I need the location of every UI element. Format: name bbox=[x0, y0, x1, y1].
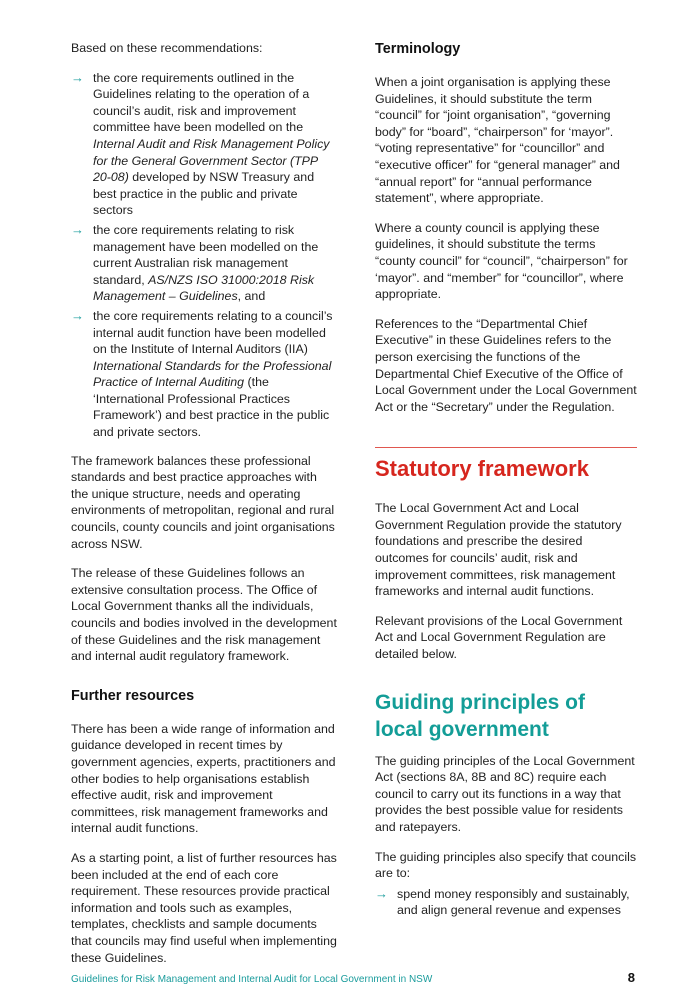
bullet-text: spend money responsibly and sustainably, and align general revenue and expenses bbox=[397, 886, 630, 918]
bullet-text: (the ‘International Professional Practices Framework’) and best practice in the public and private sectors. bbox=[93, 375, 330, 440]
statutory-paragraph-2: Relevant provisions of the Local Government Act and Local Government Regulation are detailed below. bbox=[375, 613, 623, 662]
arrow-right-icon: → bbox=[71, 221, 84, 237]
resources-paragraph: There has been a wide range of information and guidance developed in recent times by government agencies, experts, practitioners and other bodies to help organisations establish effective audit, risk and improvement committees, risk management frameworks and internal audit functions. bbox=[71, 721, 336, 836]
bullet-text: the core requirements relating to a council’s internal audit function have been modelled on the Institute of Internal Auditors (IIA) bbox=[93, 308, 333, 357]
bullet-text: developed by NSW Treasury and best practice in the public and private sectors bbox=[93, 170, 315, 218]
footer-title: Guidelines for Risk Management and Internal Audit for Local Government in NSW bbox=[71, 974, 433, 985]
guiding-principles-heading: Guiding principles of local government bbox=[375, 690, 585, 741]
page-number: 8 bbox=[627, 970, 635, 985]
terminology-paragraph-1: When a joint organisation is applying these Guidelines, it should substitute the term “council” for “joint organisation”, “governing body” for “board”, “chairperson” for ‘mayor”. “voting representative” for “councillor” and “executive officer” for “general manager” and “annual report” for “annual performance statement”, where appropriate. bbox=[375, 75, 620, 206]
terminology-heading: Terminology bbox=[375, 41, 461, 57]
terminology-paragraph-3: References to the “Departmental Chief Executive” in these Guidelines refers to the person exercising the functions of the Departmental Chief Executive of the Office of Local Government under the Local Government Act or the “Secretary” under the Regulation. bbox=[375, 316, 637, 414]
further-resources-heading: Further resources bbox=[71, 687, 195, 704]
guiding-principles-list bbox=[375, 886, 637, 919]
arrow-right-icon: → bbox=[71, 307, 84, 323]
starting-point-paragraph: As a starting point, a list of further resources has been included at the end of each core requirement. These resources provide practical information and tools such as examples, templates, checklists and sample documents that councils may find useful when implementing these Guidelines. bbox=[71, 850, 337, 965]
recommendations-list bbox=[71, 70, 337, 441]
bullet-text: the core requirements relating to risk management have been modelled on the current Australian risk management standard, bbox=[93, 222, 319, 287]
terminology-paragraph-2: Where a county council is applying these guidelines, it should substitute the terms “county council” for “council”, “chairperson” for ‘mayor”. and “member” for “councillor”, where appropriate. bbox=[375, 220, 628, 302]
list-item bbox=[71, 222, 337, 305]
section-divider bbox=[375, 447, 637, 448]
list-item bbox=[375, 886, 637, 919]
bullet-text: the core requirements outlined in the Guidelines relating to the operation of a council’s audit, risk and improvement committee have been modelled on the bbox=[93, 70, 310, 135]
bullet-italic: International Standards for the Professional Practice of Internal Auditing bbox=[93, 358, 332, 390]
statutory-framework-heading: Statutory framework bbox=[375, 456, 589, 482]
left-column bbox=[71, 40, 337, 979]
release-paragraph: The release of these Guidelines follows an extensive consultation process. The Office of Local Government thanks all the individuals, councils and bodies involved in the development of these Guidelines and the risk management and internal audit regulatory framework. bbox=[71, 566, 337, 664]
bullet-italic: Internal Audit and Risk Management Policy for the General Government Sector (TPP 20-08) bbox=[93, 136, 330, 185]
bullet-italic: AS/NZS ISO 31000:2018 Risk Management – Guidelines bbox=[93, 272, 315, 304]
intro-text: Based on these recommendations: bbox=[71, 41, 263, 55]
list-item bbox=[71, 70, 337, 219]
guiding-paragraph-1: The guiding principles of the Local Government Act (sections 8A, 8B and 8C) require each council to carry out its functions in a way that provides the best possible value for residents and ratepayers. bbox=[375, 753, 635, 834]
guiding-paragraph-2: The guiding principles also specify that councils are to: bbox=[375, 849, 637, 881]
framework-paragraph: The framework balances these professional standards and best practice approaches with the unique structure, needs and operating environments of metropolitan, regional and rural councils, county councils and joint organisations across NSW. bbox=[71, 453, 335, 551]
arrow-right-icon: → bbox=[71, 69, 84, 85]
list-item bbox=[71, 308, 337, 441]
arrow-right-icon: → bbox=[375, 885, 388, 901]
statutory-paragraph-1: The Local Government Act and Local Government Regulation provide the statutory foundations and prescribe the desired outcomes for councils’ audit, risk and improvement committees, risk management frameworks and internal audit functions. bbox=[375, 501, 622, 599]
right-column bbox=[375, 40, 637, 931]
bullet-text: , and bbox=[237, 289, 266, 304]
